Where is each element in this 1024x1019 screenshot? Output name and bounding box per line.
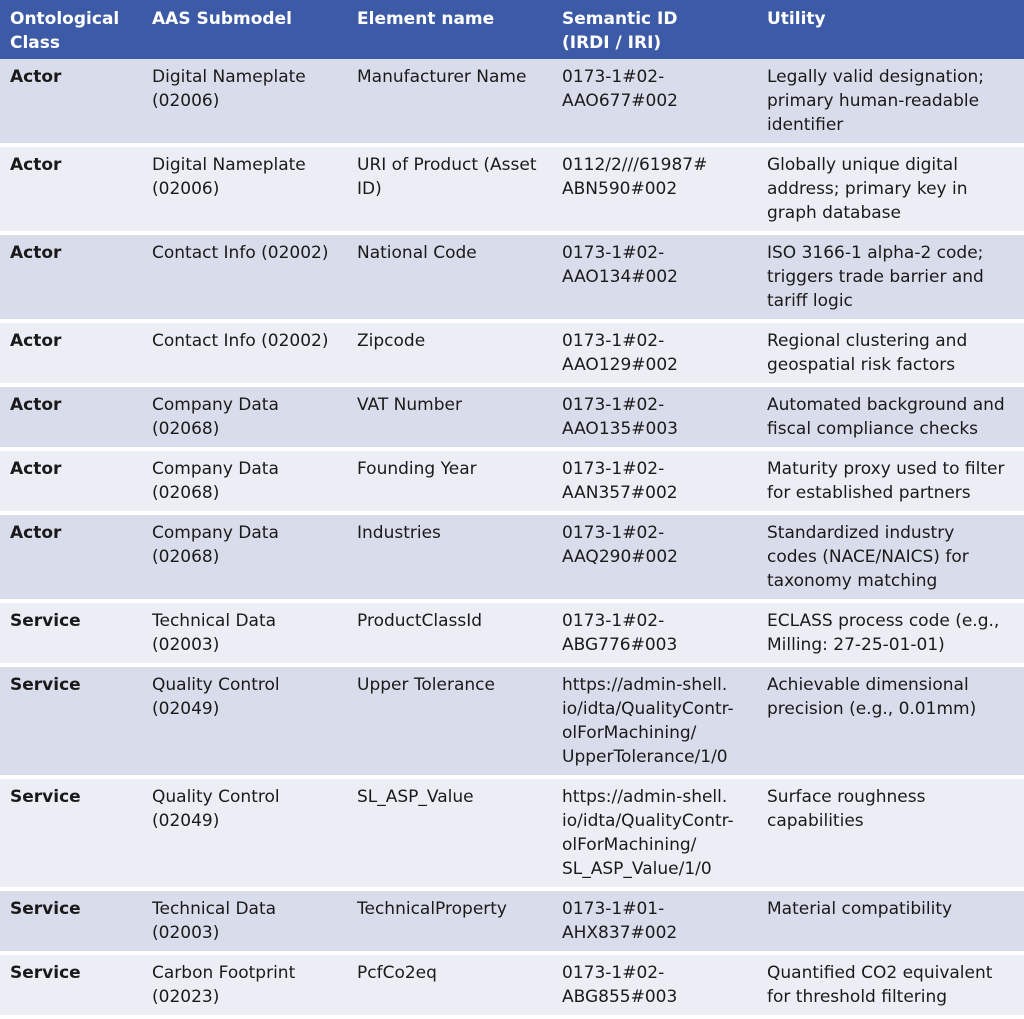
header-text-line: Element name	[357, 9, 495, 29]
cell-ontological-class: Service	[0, 601, 142, 665]
cell-text-line: identifier	[767, 115, 844, 135]
cell-text-line: https://admin-shell.	[562, 675, 728, 695]
cell-text-line: SL_ASP_Value	[357, 787, 474, 807]
header-text-line: Utility	[767, 9, 826, 29]
cell-text-line: VAT Number	[357, 395, 462, 415]
cell-aas-submodel	[142, 665, 347, 777]
cell-aas-submodel	[142, 59, 347, 145]
cell-text-line: for established partners	[767, 483, 971, 503]
cell-utility	[757, 665, 1024, 777]
cell-text-line: (02006)	[152, 179, 220, 199]
cell-text-line: 0173-1#02-	[562, 243, 665, 263]
cell-text-line: Quantified CO2 equivalent	[767, 963, 993, 983]
header-text-line: (IRDI / IRI)	[562, 33, 662, 53]
header-ontological-class	[0, 0, 142, 59]
cell-element-name	[347, 145, 552, 233]
cell-text-line: (02003)	[152, 923, 220, 943]
cell-text-line: Company Data	[152, 395, 279, 415]
cell-text-line: Maturity proxy used to filter	[767, 459, 1005, 479]
cell-semantic-id	[552, 513, 757, 601]
cell-element-name	[347, 889, 552, 953]
cell-text-line: Industries	[357, 523, 441, 543]
header-row	[0, 0, 1024, 59]
cell-text-line: Company Data	[152, 459, 279, 479]
cell-ontological-class: Service	[0, 777, 142, 889]
cell-utility	[757, 777, 1024, 889]
cell-aas-submodel	[142, 889, 347, 953]
cell-text-line: Contact Info (02002)	[152, 243, 329, 263]
cell-text-line: 0173-1#02-	[562, 395, 665, 415]
cell-text-line: AAO677#002	[562, 91, 678, 111]
cell-text-line: 0173-1#02-	[562, 523, 665, 543]
cell-aas-submodel	[142, 233, 347, 321]
cell-text-line: Manufacturer Name	[357, 67, 527, 87]
cell-element-name	[347, 665, 552, 777]
cell-text-line: Contact Info (02002)	[152, 331, 329, 351]
cell-text-line: Achievable dimensional	[767, 675, 969, 695]
cell-text-line: Quality Control	[152, 675, 280, 695]
cell-utility	[757, 449, 1024, 513]
cell-text-line: graph database	[767, 203, 901, 223]
cell-text-line: Material compatibility	[767, 899, 953, 919]
cell-utility	[757, 321, 1024, 385]
cell-ontological-class: Service	[0, 889, 142, 953]
cell-text-line: ABN590#002	[562, 179, 678, 199]
cell-element-name	[347, 953, 552, 1017]
cell-aas-submodel	[142, 513, 347, 601]
table-row	[0, 665, 1024, 777]
table-row	[0, 601, 1024, 665]
cell-text-line: URI of Product (Asset	[357, 155, 537, 175]
table-row	[0, 889, 1024, 953]
cell-text-line: 0173-1#02-	[562, 963, 665, 983]
cell-text-line: UpperTolerance/1/0	[562, 747, 728, 767]
table-row	[0, 513, 1024, 601]
cell-semantic-id	[552, 145, 757, 233]
header-semantic-id	[552, 0, 757, 59]
cell-text-line: ECLASS process code (e.g.,	[767, 611, 1000, 631]
cell-text-line: Regional clustering and	[767, 331, 968, 351]
table-row	[0, 59, 1024, 145]
cell-aas-submodel	[142, 601, 347, 665]
cell-utility	[757, 233, 1024, 321]
cell-text-line: triggers trade barrier and	[767, 267, 984, 287]
cell-utility	[757, 513, 1024, 601]
table-header	[0, 0, 1024, 59]
cell-aas-submodel	[142, 385, 347, 449]
cell-text-line: Carbon Footprint	[152, 963, 296, 983]
table-body	[0, 59, 1024, 1017]
cell-text-line: (02003)	[152, 635, 220, 655]
cell-text-line: tariff logic	[767, 291, 853, 311]
cell-text-line: (02023)	[152, 987, 220, 1007]
cell-text-line: PcfCo2eq	[357, 963, 437, 983]
table-row	[0, 777, 1024, 889]
cell-element-name	[347, 233, 552, 321]
cell-aas-submodel	[142, 953, 347, 1017]
cell-text-line: SL_ASP_Value/1/0	[562, 859, 712, 879]
cell-text-line: olForMachining/	[562, 723, 697, 743]
cell-ontological-class: Actor	[0, 145, 142, 233]
header-text-line: Ontological	[10, 9, 120, 29]
cell-text-line: Automated background and	[767, 395, 1005, 415]
cell-ontological-class: Service	[0, 665, 142, 777]
table-row	[0, 385, 1024, 449]
cell-element-name	[347, 59, 552, 145]
cell-text-line: 0173-1#02-	[562, 459, 665, 479]
header-text-line: Class	[10, 33, 61, 53]
cell-text-line: (02049)	[152, 699, 220, 719]
header-text-line: Semantic ID	[562, 9, 678, 29]
cell-text-line: (02068)	[152, 483, 220, 503]
cell-text-line: ID)	[357, 179, 382, 199]
cell-utility	[757, 145, 1024, 233]
cell-ontological-class: Actor	[0, 449, 142, 513]
cell-text-line: Technical Data	[152, 611, 277, 631]
cell-text-line: olForMachining/	[562, 835, 697, 855]
cell-ontological-class: Actor	[0, 321, 142, 385]
cell-text-line: precision (e.g., 0.01mm)	[767, 699, 977, 719]
cell-element-name	[347, 321, 552, 385]
cell-text-line: National Code	[357, 243, 477, 263]
cell-aas-submodel	[142, 145, 347, 233]
cell-text-line: (02068)	[152, 419, 220, 439]
cell-text-line: Zipcode	[357, 331, 426, 351]
cell-text-line: Upper Tolerance	[357, 675, 495, 695]
cell-text-line: io/idta/QualityContr-	[562, 811, 734, 831]
cell-semantic-id	[552, 59, 757, 145]
cell-text-line: geospatial risk factors	[767, 355, 956, 375]
cell-text-line: ABG776#003	[562, 635, 678, 655]
cell-element-name	[347, 385, 552, 449]
cell-text-line: AAO135#003	[562, 419, 678, 439]
cell-semantic-id	[552, 321, 757, 385]
cell-text-line: ProductClassId	[357, 611, 483, 631]
cell-text-line: primary human-readable	[767, 91, 980, 111]
cell-text-line: (02049)	[152, 811, 220, 831]
cell-text-line: Standardized industry	[767, 523, 955, 543]
cell-text-line: TechnicalProperty	[357, 899, 507, 919]
table-row	[0, 449, 1024, 513]
cell-utility	[757, 59, 1024, 145]
cell-text-line: io/idta/QualityContr-	[562, 699, 734, 719]
cell-text-line: codes (NACE/NAICS) for	[767, 547, 969, 567]
cell-utility	[757, 953, 1024, 1017]
cell-element-name	[347, 449, 552, 513]
cell-text-line: AAQ290#002	[562, 547, 678, 567]
cell-semantic-id	[552, 449, 757, 513]
cell-element-name	[347, 513, 552, 601]
cell-text-line: ABG855#003	[562, 987, 678, 1007]
cell-text-line: address; primary key in	[767, 179, 968, 199]
cell-ontological-class: Actor	[0, 233, 142, 321]
cell-semantic-id	[552, 601, 757, 665]
cell-aas-submodel	[142, 777, 347, 889]
cell-semantic-id	[552, 385, 757, 449]
cell-text-line: AAO134#002	[562, 267, 678, 287]
cell-text-line: AHX837#002	[562, 923, 678, 943]
cell-text-line: Technical Data	[152, 899, 277, 919]
cell-semantic-id	[552, 777, 757, 889]
cell-utility	[757, 385, 1024, 449]
cell-utility	[757, 601, 1024, 665]
cell-text-line: fiscal compliance checks	[767, 419, 979, 439]
table-row	[0, 233, 1024, 321]
cell-text-line: 0173-1#02-	[562, 331, 665, 351]
cell-text-line: Surface roughness	[767, 787, 926, 807]
cell-ontological-class: Actor	[0, 513, 142, 601]
cell-text-line: capabilities	[767, 811, 864, 831]
cell-aas-submodel	[142, 449, 347, 513]
cell-ontological-class: Service	[0, 953, 142, 1017]
cell-element-name	[347, 601, 552, 665]
cell-text-line: Digital Nameplate	[152, 67, 306, 87]
cell-aas-submodel	[142, 321, 347, 385]
header-element-name	[347, 0, 552, 59]
cell-semantic-id	[552, 665, 757, 777]
table-row	[0, 953, 1024, 1017]
table-row	[0, 145, 1024, 233]
cell-semantic-id	[552, 889, 757, 953]
cell-utility	[757, 889, 1024, 953]
cell-text-line: Founding Year	[357, 459, 477, 479]
cell-text-line: Company Data	[152, 523, 279, 543]
cell-ontological-class: Actor	[0, 385, 142, 449]
cell-text-line: AAO129#002	[562, 355, 678, 375]
cell-element-name	[347, 777, 552, 889]
cell-text-line: (02068)	[152, 547, 220, 567]
cell-text-line: ISO 3166-1 alpha-2 code;	[767, 243, 984, 263]
cell-ontological-class: Actor	[0, 59, 142, 145]
header-utility	[757, 0, 1024, 59]
header-aas-submodel	[142, 0, 347, 59]
cell-text-line: AAN357#002	[562, 483, 678, 503]
table-row	[0, 321, 1024, 385]
cell-text-line: Milling: 27-25-01-01)	[767, 635, 945, 655]
cell-text-line: Digital Nameplate	[152, 155, 306, 175]
cell-text-line: 0173-1#02-	[562, 611, 665, 631]
cell-semantic-id	[552, 233, 757, 321]
cell-text-line: (02006)	[152, 91, 220, 111]
cell-semantic-id	[552, 953, 757, 1017]
cell-text-line: 0173-1#02-	[562, 67, 665, 87]
cell-text-line: Globally unique digital	[767, 155, 958, 175]
cell-text-line: https://admin-shell.	[562, 787, 728, 807]
cell-text-line: for threshold filtering	[767, 987, 948, 1007]
header-text-line: AAS Submodel	[152, 9, 292, 29]
cell-text-line: taxonomy matching	[767, 571, 938, 591]
cell-text-line: Legally valid designation;	[767, 67, 984, 87]
cell-text-line: Quality Control	[152, 787, 280, 807]
cell-text-line: 0112/2///61987#	[562, 155, 708, 175]
cell-text-line: 0173-1#01-	[562, 899, 665, 919]
